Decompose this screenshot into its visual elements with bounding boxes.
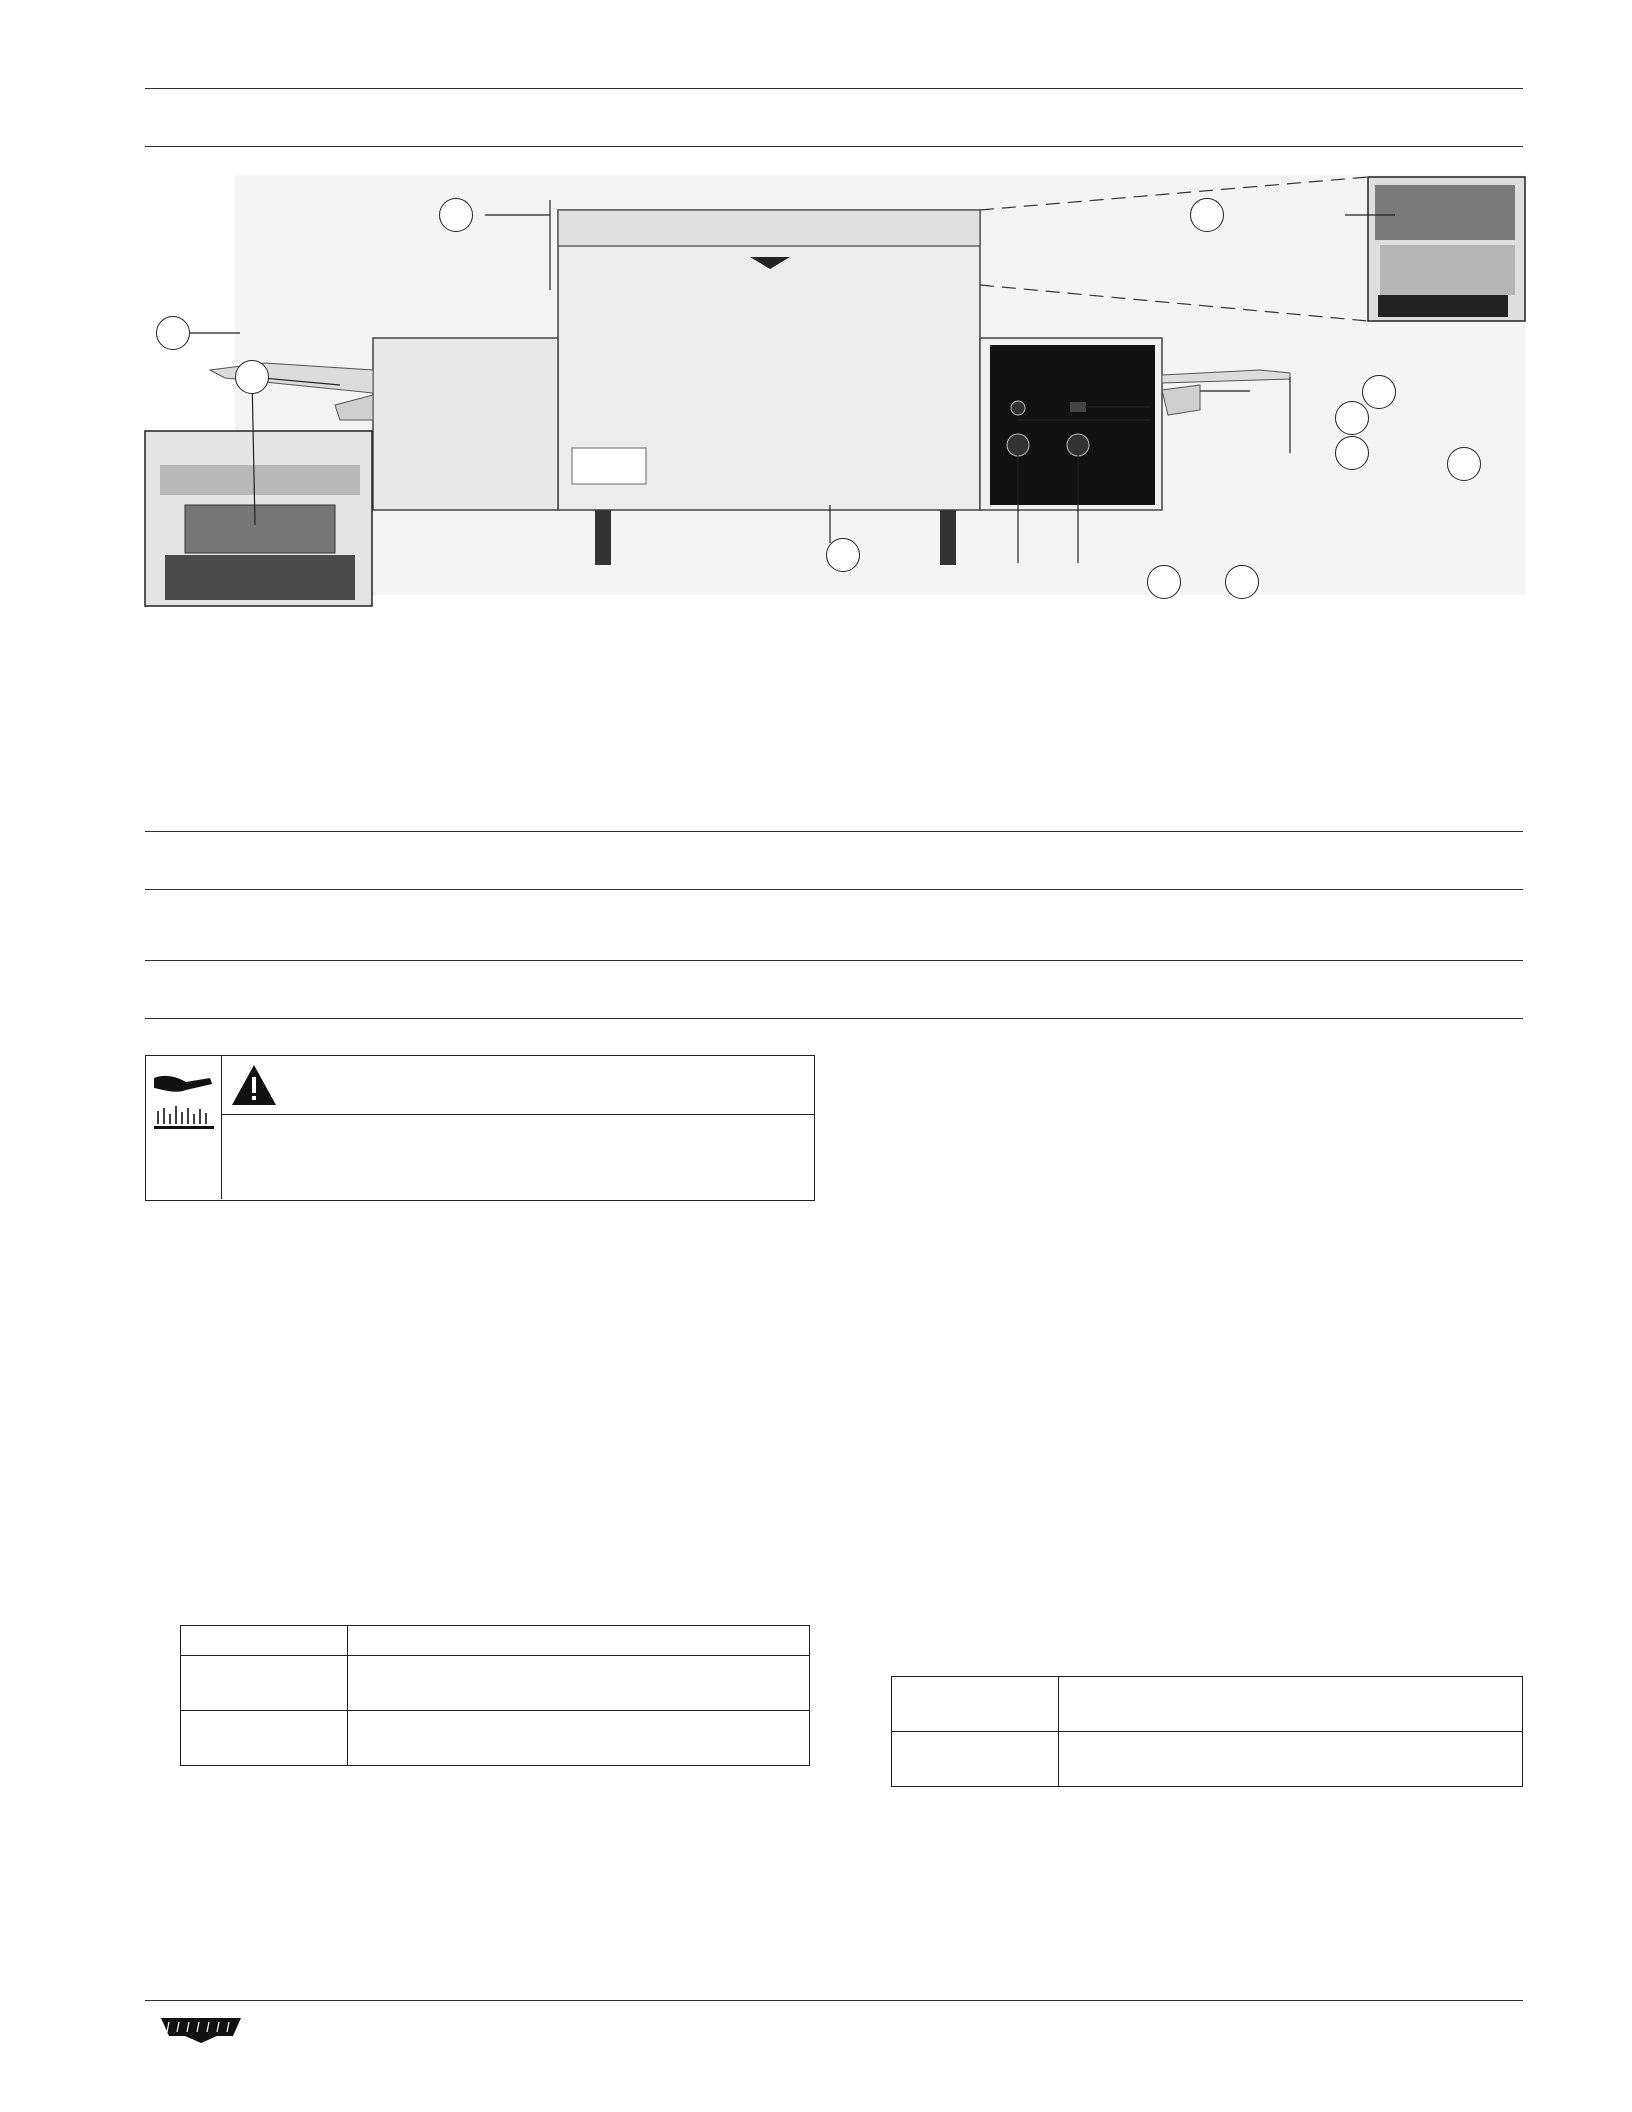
footer-rule (145, 2000, 1523, 2001)
section-rule (145, 889, 1523, 890)
callout-marker (156, 316, 190, 350)
vollrath-logo (155, 2014, 247, 2044)
inset-left-shield (185, 505, 335, 553)
callout-marker (439, 198, 473, 232)
callout-marker (1225, 565, 1259, 599)
callout-marker (1447, 447, 1481, 481)
control-panel (990, 345, 1155, 505)
right-crumb-shield (1162, 385, 1200, 415)
inset-left-base (165, 555, 355, 600)
inset-right-base (1378, 295, 1508, 317)
table-row (892, 1732, 1523, 1787)
leg-left (595, 510, 611, 565)
display-indicator (1011, 401, 1025, 415)
table-row (181, 1656, 810, 1711)
oven-data-label (572, 448, 646, 484)
table-row (181, 1626, 810, 1656)
left-end-housing (373, 338, 558, 510)
table-row (181, 1711, 810, 1766)
leg-right (940, 510, 956, 565)
inset-right-rack (1380, 245, 1515, 295)
callout-marker (826, 538, 860, 572)
header-rule-top (145, 88, 1523, 89)
hot-surface-hand-icon (146, 1056, 221, 1199)
section-rule (145, 831, 1523, 832)
inset-right-panel (1375, 185, 1515, 240)
control-knob-right (1067, 434, 1089, 456)
power-switch (1070, 402, 1086, 412)
spec-table-right (891, 1676, 1523, 1787)
callout-marker (1335, 401, 1369, 435)
section-rule (145, 1018, 1523, 1019)
callout-marker (1362, 375, 1396, 409)
callout-marker (1147, 565, 1181, 599)
callout-marker (1335, 436, 1369, 470)
callout-marker (1190, 198, 1224, 232)
warning-triangle-icon (230, 1063, 278, 1107)
spec-table-left (180, 1625, 810, 1766)
callout-marker (235, 360, 269, 394)
control-knob-left (1007, 434, 1029, 456)
table-row (892, 1677, 1523, 1732)
inset-left-conveyor (160, 465, 360, 495)
section-rule (145, 960, 1523, 961)
warning-icon-cell (146, 1056, 222, 1199)
warning-header (222, 1056, 814, 1115)
warning-box (145, 1055, 815, 1201)
oven-top-hood (558, 210, 980, 246)
header-rule-bottom (145, 146, 1523, 147)
